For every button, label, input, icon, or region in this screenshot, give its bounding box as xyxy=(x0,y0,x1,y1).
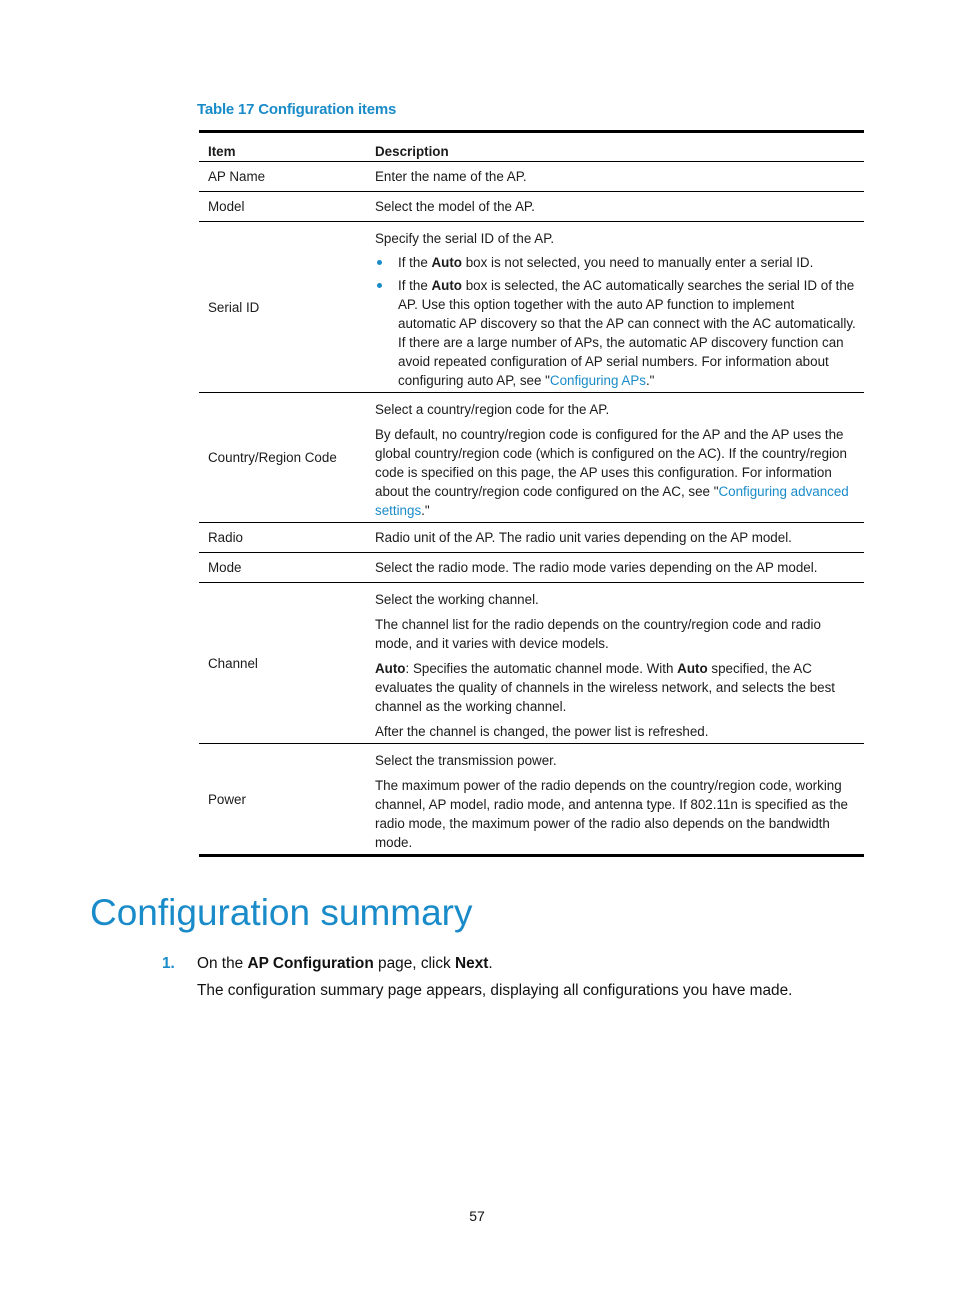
description-cell: Enter the name of the AP. xyxy=(366,162,864,192)
table-row-serial-id xyxy=(199,222,864,393)
serial-id-intro: Specify the serial ID of the AP. xyxy=(375,231,555,246)
country-intro: Select a country/region code for the AP. xyxy=(375,402,610,417)
item-cell: AP Name xyxy=(199,162,366,192)
text: If the xyxy=(398,255,432,270)
step-description: The configuration summary page appears, displaying all configurations you have made. xyxy=(197,982,793,999)
power-p1: Select the transmission power. xyxy=(375,753,557,768)
table-row-ap-name xyxy=(199,162,864,192)
bold-text: Auto xyxy=(677,661,708,676)
list-item xyxy=(398,253,856,272)
channel-p4: After the channel is changed, the power list is refreshed. xyxy=(375,724,709,739)
description-cell: Select the radio mode. The radio mode varies depending on the AP model. xyxy=(366,553,864,583)
description-cell xyxy=(366,744,864,856)
channel-p1: Select the working channel. xyxy=(375,592,539,607)
configuration-items-table xyxy=(199,130,864,857)
description-cell xyxy=(366,393,864,523)
serial-id-bullets xyxy=(375,253,856,390)
country-detail xyxy=(375,425,856,520)
page-number: 57 xyxy=(469,1208,485,1224)
table-header-row xyxy=(199,132,864,162)
description-cell: Select the model of the AP. xyxy=(366,192,864,222)
text: On the xyxy=(197,955,248,972)
table-row-power xyxy=(199,744,864,856)
item-cell: Power xyxy=(199,744,366,856)
configuring-aps-link[interactable]: Configuring APs xyxy=(549,373,646,388)
item-cell: Radio xyxy=(199,523,366,553)
text: : Specifies the automatic channel mode. With xyxy=(405,661,678,676)
bold-text: Auto xyxy=(431,255,462,270)
table-row-radio xyxy=(199,523,864,553)
bold-text: AP Configuration xyxy=(247,955,374,972)
text: If the xyxy=(398,278,432,293)
text: box is selected, the AC automatically searches the serial ID of the AP. Use this option together with the auto AP function to implement automatic AP discovery so that the AP can connect with the AC automatically. If there are a large number of APs, the automatic AP discovery function can avoid repeated configuration of AP serial numbers. For information about configuring auto AP, see " xyxy=(398,278,856,388)
text: . xyxy=(488,955,493,972)
description-cell: Radio unit of the AP. The radio unit varies depending on the AP model. xyxy=(366,523,864,553)
bold-text: Auto xyxy=(375,661,406,676)
text: By default, no country/region code is configured for the AP and the AP uses the global country/region code (which is configured on the AC). If the country/region code is specified on this page, the AP uses this configuration. For information about the country/region code configured on the AC, see " xyxy=(375,427,847,499)
table-row-mode xyxy=(199,553,864,583)
header-item: Item xyxy=(199,132,366,162)
bold-text: Next xyxy=(455,955,489,972)
section-title: Configuration summary xyxy=(90,892,473,933)
header-description: Description xyxy=(366,132,864,162)
power-p2: The maximum power of the radio depends on the country/region code, working channel, AP model, radio mode, and antenna type. If 802.11n is specified as the radio mode, the maximum power of the radio also depends on the bandwidth mode. xyxy=(375,778,848,850)
item-cell: Serial ID xyxy=(199,222,366,393)
table-row-channel xyxy=(199,583,864,744)
description-cell xyxy=(366,222,864,393)
item-cell: Model xyxy=(199,192,366,222)
text: page, click xyxy=(373,955,456,972)
bold-text: Auto xyxy=(431,278,462,293)
text: ." xyxy=(645,373,655,388)
description-cell xyxy=(366,583,864,744)
channel-p3 xyxy=(375,659,856,716)
text: specified, the AC evaluates the quality of channels in the wireless network, and selects the best channel as the working channel. xyxy=(375,661,836,714)
text: box is not selected, you need to manually enter a serial ID. xyxy=(462,255,814,270)
configuring-advanced-settings-link[interactable]: Configuring advanced settings xyxy=(375,484,849,518)
step-text xyxy=(197,955,493,973)
step-number: 1. xyxy=(162,955,175,972)
table-row-model xyxy=(199,192,864,222)
item-cell: Channel xyxy=(199,583,366,744)
text: ." xyxy=(421,503,430,518)
table-row-country-region-code xyxy=(199,393,864,523)
item-cell: Mode xyxy=(199,553,366,583)
channel-p2: The channel list for the radio depends on the country/region code and radio mode, and it varies with device models. xyxy=(375,617,821,651)
list-item xyxy=(398,276,856,390)
table-caption: Table 17 Configuration items xyxy=(197,101,397,118)
item-cell: Country/Region Code xyxy=(199,393,366,523)
